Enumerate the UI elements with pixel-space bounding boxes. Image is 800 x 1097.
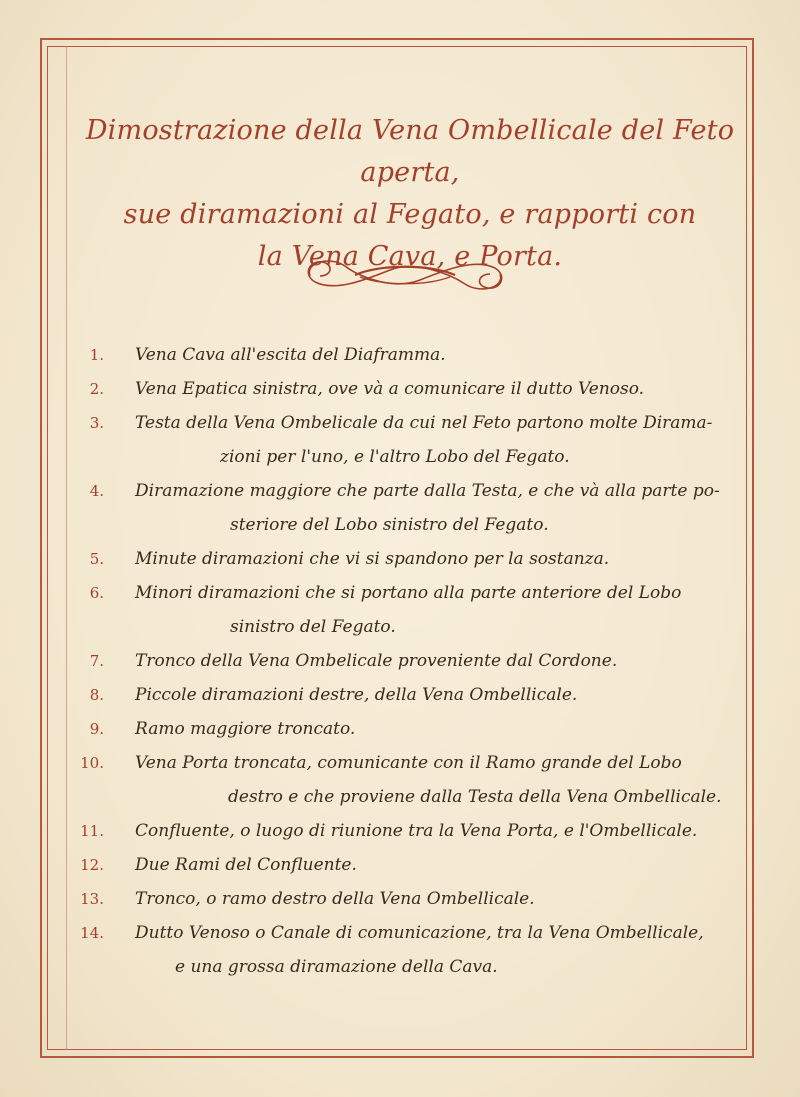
title-line-2: sue diramazioni al Fegato, e rapporti con [123,199,697,230]
legend-item-13 [70,882,750,916]
legend-text: Tronco della Vena Ombelicale proveniente dal Cordone. [135,651,618,671]
legend-text-continuation: zioni per l'uno, e l'altro Lobo del Fegato. [220,447,570,467]
legend-item-10 [70,746,750,814]
legend-item-5 [70,542,750,576]
legend-number: 5. [89,550,104,568]
legend-item-9 [70,712,750,746]
title-line-3: la Vena Cava, e Porta. [257,241,563,272]
legend-list [70,338,750,984]
legend-item-8 [70,678,750,712]
legend-number: 6. [89,584,104,602]
legend-text-continuation: sinistro del Fegato. [230,617,396,637]
legend-item-12 [70,848,750,882]
legend-number: 13. [80,890,104,908]
legend-item-11 [70,814,750,848]
legend-text: Piccole diramazioni destre, della Vena Ombellicale. [135,685,578,705]
legend-text: Due Rami del Confluente. [135,855,357,875]
legend-number: 7. [89,652,104,670]
legend-text: Vena Epatica sinistra, ove và a comunicare il dutto Venoso. [135,379,645,399]
legend-item-2 [70,372,750,406]
legend-item-14 [70,916,750,984]
legend-number: 8. [89,686,104,704]
legend-text: Dutto Venoso o Canale di comunicazione, tra la Vena Ombellicale, [135,923,704,943]
legend-text: Tronco, o ramo destro della Vena Ombellicale. [135,889,535,909]
legend-text: Minori diramazioni che si portano alla parte anteriore del Lobo [135,583,682,603]
legend-number: 10. [80,754,104,772]
legend-text: Confluente, o luogo di riunione tra la Vena Porta, e l'Ombellicale. [135,821,698,841]
legend-item-6 [70,576,750,644]
legend-number: 4. [89,482,104,500]
legend-item-1 [70,338,750,372]
legend-item-7 [70,644,750,678]
legend-number: 9. [89,720,104,738]
legend-text: Ramo maggiore troncato. [135,719,356,739]
margin-rule [66,46,67,1050]
legend-number: 2. [89,380,104,398]
legend-item-4 [70,474,750,542]
legend-text: Testa della Vena Ombelicale da cui nel Feto partono molte Dirama- [135,413,713,433]
calligraphic-flourish-icon [300,250,510,300]
legend-text: Diramazione maggiore che parte dalla Testa, e che và alla parte po- [135,481,720,501]
legend-text: Minute diramazioni che vi si spandono per la sostanza. [135,549,610,569]
legend-number: 11. [80,822,104,840]
legend-text-continuation: e una grossa diramazione della Cava. [175,957,498,977]
legend-number: 1. [89,346,104,364]
legend-item-3 [70,406,750,474]
legend-number: 12. [80,856,104,874]
legend-text: Vena Porta troncata, comunicante con il Ramo grande del Lobo [135,753,682,773]
title-line-1: Dimostrazione della Vena Ombellicale del Feto aperta, [85,115,735,188]
legend-text-continuation: steriore del Lobo sinistro del Fegato. [230,515,549,535]
legend-text-continuation: destro e che proviene dalla Testa della Vena Ombellicale. [228,787,722,807]
legend-number: 14. [80,924,104,942]
legend-text: Vena Cava all'escita del Diaframma. [135,345,446,365]
legend-number: 3. [89,414,104,432]
